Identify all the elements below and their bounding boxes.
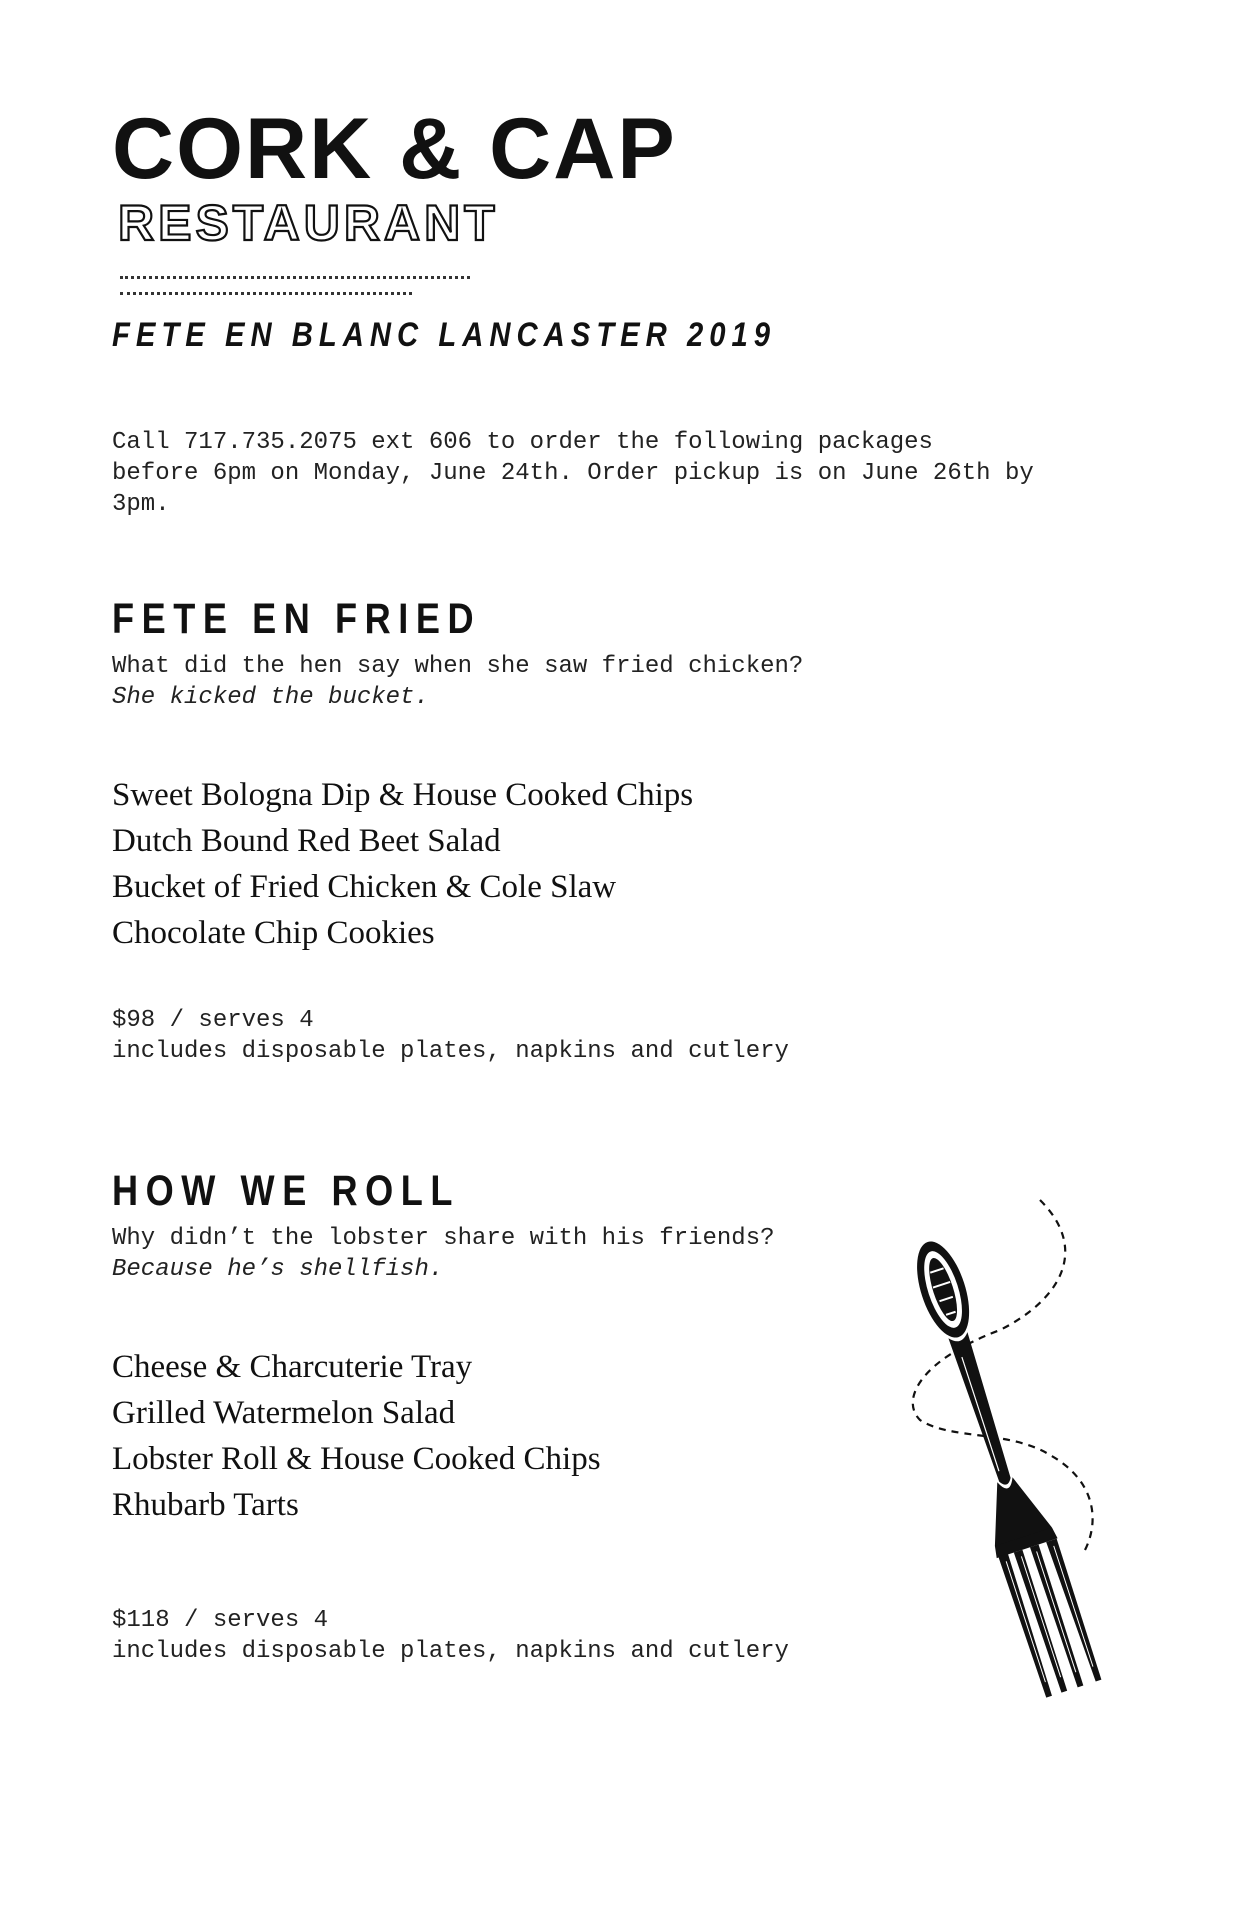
package-price	[112, 1005, 912, 1067]
menu-item: Bucket of Fried Chicken & Cole Slaw	[112, 869, 617, 905]
menu-item: Dutch Bound Red Beet Salad	[112, 823, 501, 859]
joke-question: What did the hen say when she saw fried chicken?	[112, 653, 804, 680]
fork-icon	[880, 1190, 1120, 1730]
includes-text: includes disposable plates, napkins and cutlery	[112, 1038, 789, 1065]
menu-item: Grilled Watermelon Salad	[112, 1395, 456, 1431]
section-heading-fete-en-fried: FETE EN FRIED	[112, 595, 482, 643]
joke-answer: Because he’s shellfish.	[112, 1256, 444, 1283]
includes-text: includes disposable plates, napkins and cutlery	[112, 1638, 789, 1665]
price-text: $98 / serves 4	[112, 1007, 314, 1034]
fork-head	[974, 1470, 1103, 1699]
order-instructions: Call 717.735.2075 ext 606 to order the following packages before 6pm on Monday, June 24th. Order pickup is on June 26th by 3pm.	[112, 429, 1034, 518]
menu-item: Sweet Bologna Dip & House Cooked Chips	[112, 777, 694, 813]
section-heading-how-we-roll: HOW WE ROLL	[112, 1167, 460, 1215]
menu-item: Chocolate Chip Cookies	[112, 915, 435, 951]
package-price	[112, 1605, 912, 1667]
fork-handle	[907, 1235, 1028, 1491]
menu-item: Lobster Roll & House Cooked Chips	[112, 1441, 601, 1477]
restaurant-subtitle: RESTAURANT	[118, 195, 499, 251]
dotted-divider	[120, 292, 412, 295]
menu-items-list	[112, 1344, 601, 1528]
section-joke	[112, 1223, 912, 1285]
dotted-divider	[120, 276, 470, 279]
menu-items-list	[112, 772, 693, 956]
joke-answer: She kicked the bucket.	[112, 684, 429, 711]
joke-question: Why didn’t the lobster share with his friends?	[112, 1225, 775, 1252]
event-title: FETE EN BLANC LANCASTER 2019	[112, 316, 777, 354]
restaurant-name: CORK & CAP	[112, 101, 677, 197]
menu-item: Cheese & Charcuterie Tray	[112, 1349, 473, 1385]
price-text: $118 / serves 4	[112, 1607, 329, 1634]
menu-item: Rhubarb Tarts	[112, 1487, 299, 1523]
section-joke	[112, 651, 912, 713]
